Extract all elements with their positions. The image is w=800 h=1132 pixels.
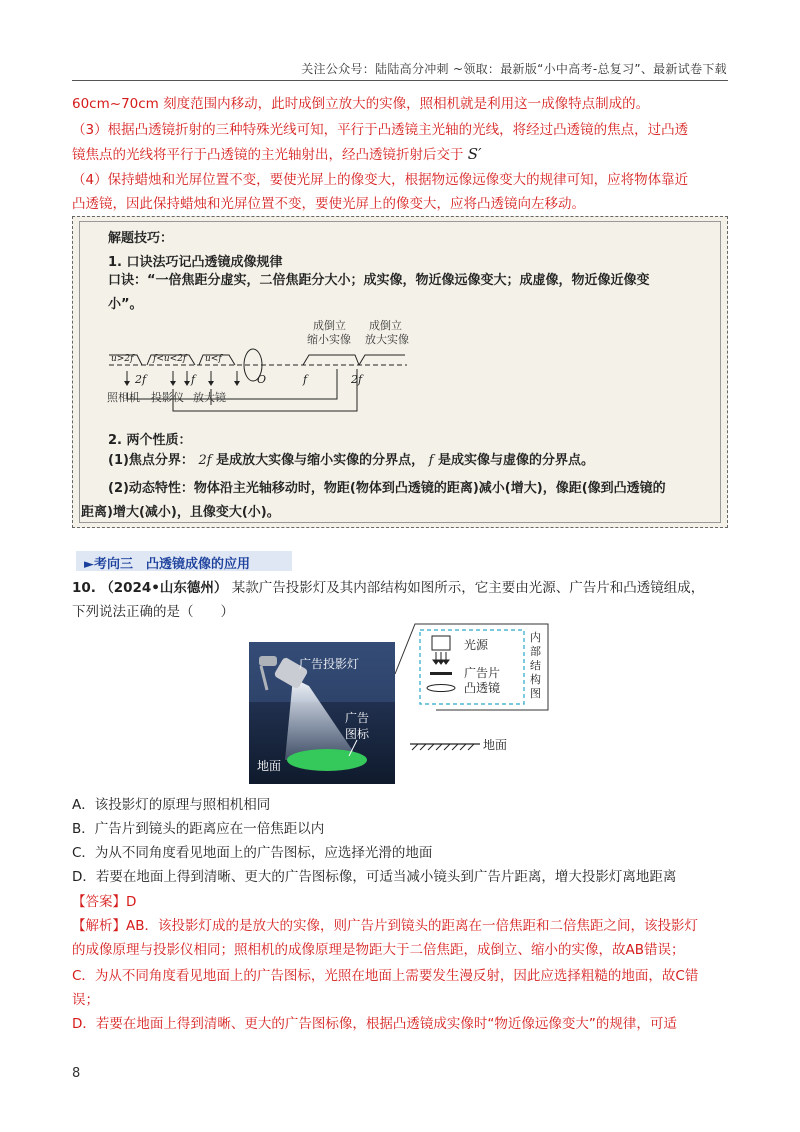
label-u2: f<u<2f <box>153 354 187 364</box>
option-c: C．为从不同角度看见地面上的广告图标，应选择光滑的地面 <box>72 845 433 861</box>
answer-value: D <box>126 894 137 910</box>
answer-label: 【答案】 <box>72 894 126 910</box>
header-rule <box>72 80 728 81</box>
inner-lens-label: 凸透镜 <box>464 681 501 695</box>
label-u3: u<f <box>205 354 222 364</box>
answer-line <box>72 890 732 914</box>
prop1-tail: 是成实像与虚像的分界点。 <box>437 453 594 468</box>
caption-char-2: 部 <box>530 645 541 658</box>
section-tag-text: ►考向三 凸透镜成像的应用 <box>84 557 250 572</box>
para-5: 凸透镜，因此保持蜡烛和光屏位置不变，要使光屏上的像变大，应将凸透镜向左移动。 <box>72 196 585 212</box>
lamp-label: 广告投影灯 <box>299 657 360 671</box>
tick-label-2f2: 2f <box>351 373 363 386</box>
option-a: A．该投影灯的原理与照相机相同 <box>72 797 271 813</box>
prop1-lead: (1)焦点分界： <box>108 453 194 468</box>
tick-label-o: O <box>257 373 267 386</box>
analysis-label: 【解析】 <box>72 918 126 934</box>
tick-label-2f: 2f <box>135 373 147 386</box>
tips-prop-1 <box>108 449 708 473</box>
prop1-2f: 2f <box>198 453 212 468</box>
section-tag <box>76 551 292 571</box>
bracket-right-2 <box>359 355 405 365</box>
tick-label-f2: f <box>303 373 308 386</box>
caption-char-1: 内 <box>530 631 541 644</box>
projector-photo <box>249 642 395 784</box>
label-u1: u>2f <box>111 354 134 364</box>
label-camera: 照相机 <box>107 391 140 404</box>
tips-verse-2: 小”。 <box>108 297 143 312</box>
label-top-2b: 放大实像 <box>365 333 409 346</box>
para-3-text: 镜焦点的光线将平行于凸透镜的主光轴射出，经凸透镜折射后交于 <box>72 147 464 163</box>
question-stem-2: 下列说法正确的是（ ） <box>72 604 234 620</box>
label-magnifier: 放大镜 <box>193 391 226 404</box>
para-4: （4）保持蜡烛和光屏位置不变，要使光屏上的像变大，根据物远像远像变大的规律可知，应将物体靠近 <box>72 172 689 188</box>
tips-box <box>72 216 728 528</box>
caption-char-3: 结 <box>530 659 541 672</box>
label-top-2a: 成倒立 <box>369 319 402 332</box>
question-source: （2024•山东德州） <box>100 580 228 596</box>
ground-label: 地面 <box>483 738 508 752</box>
para-1: 60cm~70cm 刻度范围内移动，此时成倒立放大的实像，照相机就是利用这一成像特点制成的。 <box>72 96 650 112</box>
bracket-right-1 <box>303 355 359 365</box>
photo-illustration <box>249 642 395 784</box>
s-prime-symbol: S′ <box>467 145 482 163</box>
logo-label-1: 广告 <box>345 711 370 725</box>
analysis-line-3: C．为从不同角度看见地面上的广告图标，光照在地面上需要发生漫反射，因此应选择粗糙的地面，故C错 <box>72 968 699 984</box>
ground-hatching <box>412 744 474 750</box>
label-top-1b: 缩小实像 <box>307 333 351 346</box>
lamp-mount <box>259 656 277 666</box>
inner-film-label: 广告片 <box>464 666 501 680</box>
lens-rule-diagram <box>107 315 447 419</box>
analysis-line-2: 的成像原理与投影仪相同；照相机的成像原理是物距大于二倍焦距，成倒立、缩小的实像，故AB错误； <box>72 942 685 958</box>
question-number: 10. <box>72 580 96 596</box>
tips-prop-2a: (2)动态特性：物体沿主光轴移动时，物距(物体到凸透镜的距离)减小(增大)，像距(像到凸透镜的 <box>108 481 666 496</box>
tips-title: 解题技巧： <box>108 231 174 246</box>
green-logo-spot <box>287 749 367 771</box>
label-top-1a: 成倒立 <box>313 319 346 332</box>
ground-label-photo: 地面 <box>257 759 282 773</box>
analysis-text-1: AB．该投影灯成的是放大的实像，则广告片到镜头的距离在一倍焦距和二倍焦距之间，该投影灯 <box>126 918 698 934</box>
tips-heading-2: 2. 两个性质： <box>108 433 192 448</box>
logo-label-2: 图标 <box>345 727 370 741</box>
analysis-line-5: D．若要在地面上得到清晰、更大的广告图标像，根据凸透镜成实像时“物近像远像变大”的规律，可适 <box>72 1016 677 1032</box>
para-3 <box>72 142 732 167</box>
tick-label-f: f <box>191 373 196 386</box>
prop1-mid: 是成放大实像与缩小实像的分界点， <box>216 453 425 468</box>
prop1-f: f <box>428 453 434 468</box>
para-2: （3）根据凸透镜折射的三种特殊光线可知，平行于凸透镜主光轴的光线，将经过凸透镜的焦点，过凸透 <box>72 122 689 138</box>
option-d: D．若要在地面上得到清晰、更大的广告图标像，可适当减小镜头到广告片距离，增大投影灯离地距离 <box>72 869 677 885</box>
page-header: 关注公众号：陆陆高分冲刺 ~领取：最新版“小中高考-总复习”、最新试卷下载 <box>301 62 727 76</box>
inner-light-label: 光源 <box>464 638 489 652</box>
caption-char-5: 图 <box>530 687 541 700</box>
inner-structure-figure <box>380 622 552 754</box>
tips-verse-1: 口诀：“一倍焦距分虚实，二倍焦距分大小；成实像，物近像远像变大；成虚像，物近像近像变 <box>108 273 650 288</box>
page-number: 8 <box>72 1066 81 1081</box>
tips-prop-2b: 距离)增大(减小)，且像变大(小)。 <box>81 505 280 520</box>
convex-lens <box>427 685 455 692</box>
film-slide <box>430 672 452 675</box>
option-b: B．广告片到镜头的距离应在一倍焦距以内 <box>72 821 325 837</box>
caption-char-4: 构 <box>530 673 541 686</box>
analysis-line-4: 误； <box>72 992 99 1008</box>
light-source-box <box>432 636 450 650</box>
question-line-1 <box>72 576 732 600</box>
tips-heading-1: 1. 口诀法巧记凸透镜成像规律 <box>108 255 283 270</box>
analysis-line-1 <box>72 914 732 938</box>
label-projector: 投影仪 <box>151 391 184 404</box>
question-stem-1: 某款广告投影灯及其内部结构如图所示，它主要由光源、广告片和凸透镜组成， <box>231 580 705 596</box>
